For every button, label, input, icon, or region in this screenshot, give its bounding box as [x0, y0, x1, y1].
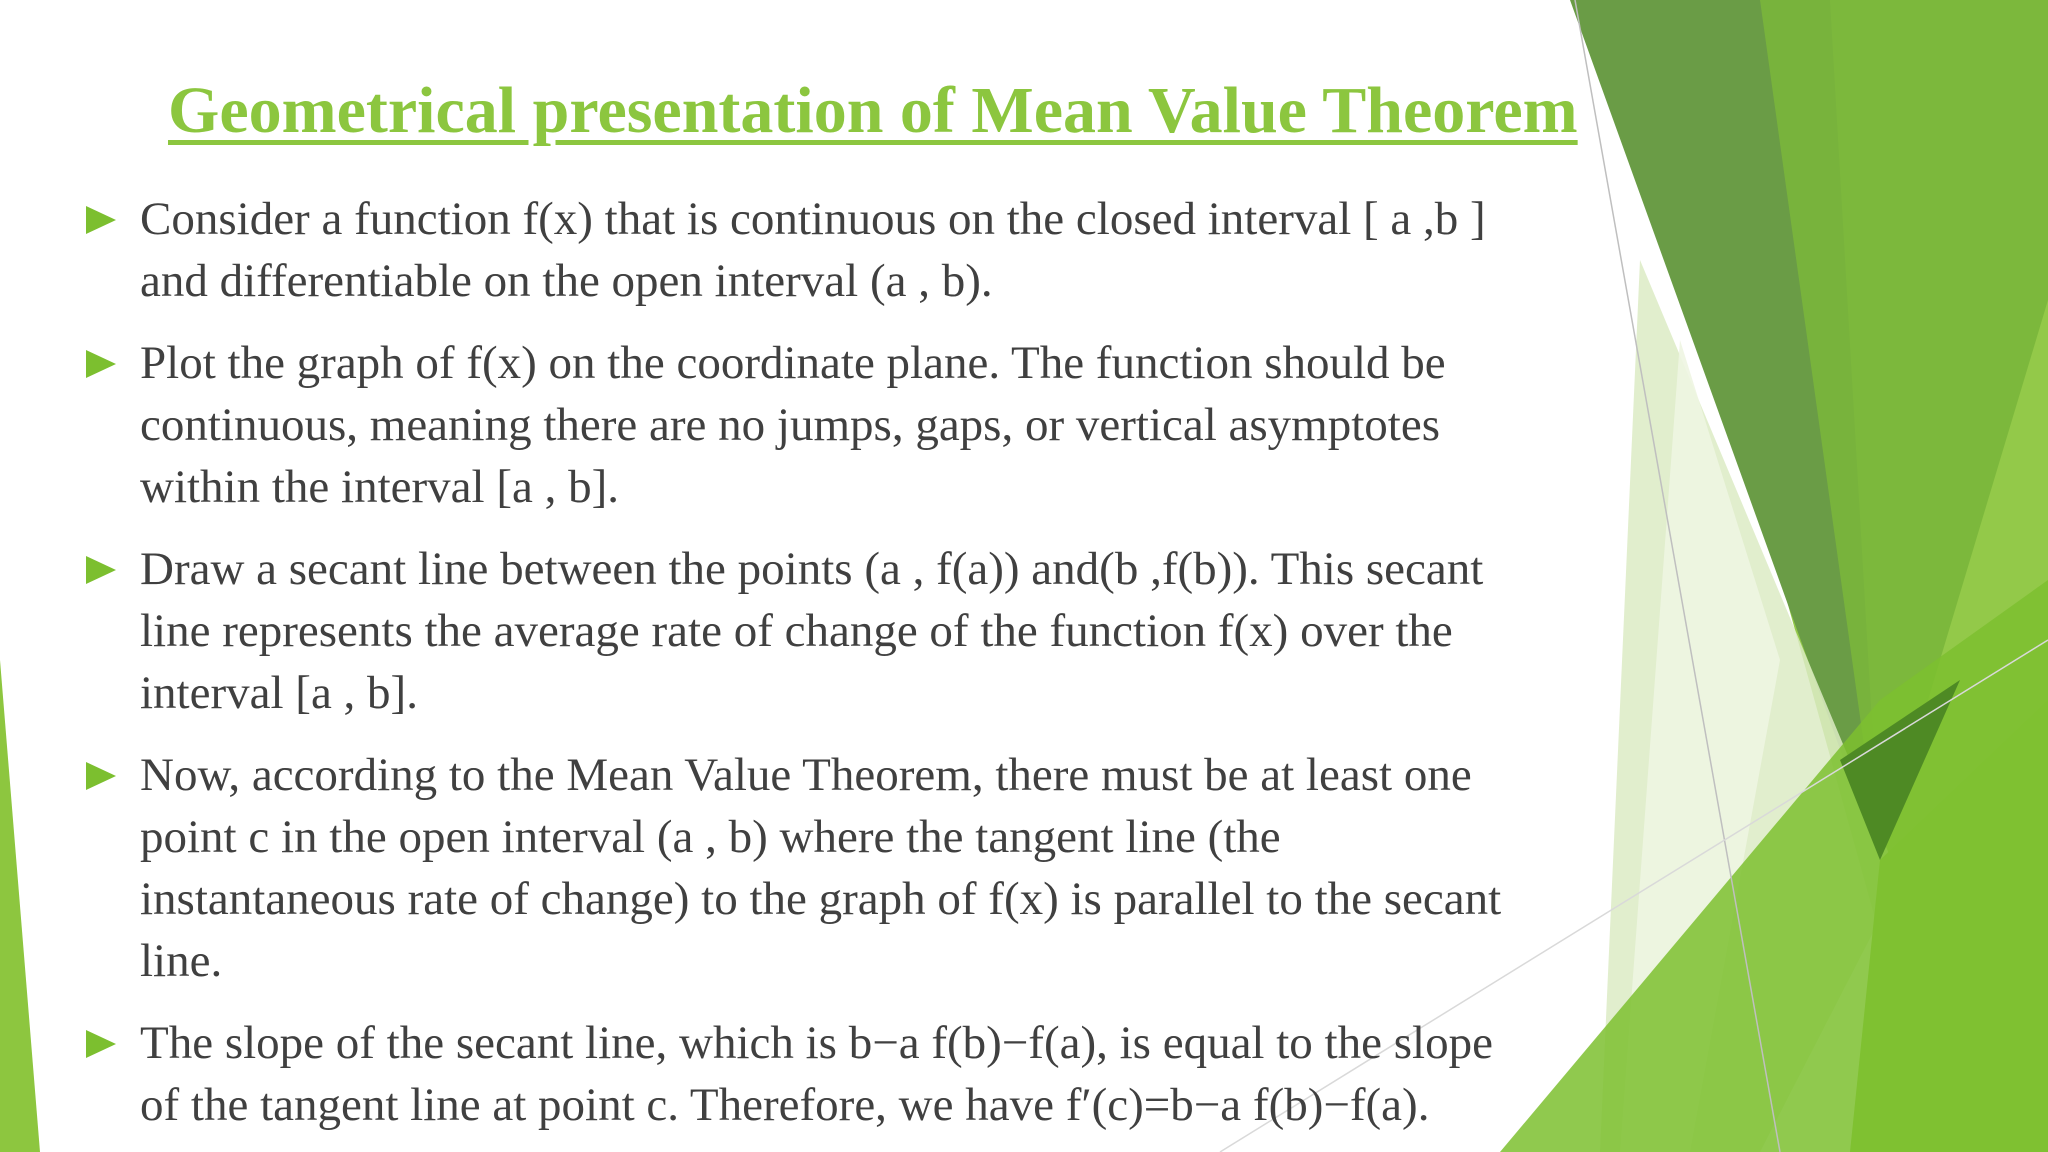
bullet-line: and differentiable on the open interval (a , b). [140, 255, 993, 307]
bullet-line: instantaneous rate of change) to the graph of f(x) is parallel to the secant [140, 873, 1502, 925]
bullet-item [80, 332, 1640, 518]
bullet-line: Plot the graph of f(x) on the coordinate plane. The function should be [140, 337, 1446, 389]
bullet-item [80, 744, 1640, 992]
bullet-list [80, 188, 1640, 1152]
bullet-line: Draw a secant line between the points (a , f(a)) and(b ,f(b)). This secant [140, 543, 1484, 595]
bullet-line: Now, according to the Mean Value Theorem, there must be at least one [140, 749, 1472, 801]
bullet-line: point c in the open interval (a , b) where the tangent line (the [140, 811, 1281, 863]
bullet-line: continuous, meaning there are no jumps, gaps, or vertical asymptotes [140, 399, 1441, 451]
triangle-bullet-icon [86, 350, 116, 378]
triangle-bullet-icon [86, 1030, 116, 1058]
triangle-bullet-icon [86, 556, 116, 584]
bullet-line: line. [140, 935, 223, 987]
bullet-line: line represents the average rate of change of the function f(x) over the [140, 605, 1453, 657]
bullet-line: interval [a , b]. [140, 667, 418, 719]
bullet-line: The slope of the secant line, which is b−a f(b)−f(a), is equal to the slope [140, 1017, 1493, 1069]
bullet-line: within the interval [a , b]. [140, 461, 619, 513]
bullet-line: Consider a function f(x) that is continuous on the closed interval [ a ,b ] [140, 193, 1486, 245]
bullet-line: of the tangent line at point c. Therefore, we have f′(c)=b−a f(b)−f(a). [140, 1079, 1430, 1131]
bullet-item [80, 1012, 1640, 1136]
triangle-bullet-icon [86, 762, 116, 790]
triangle-bullet-icon [86, 206, 116, 234]
bullet-item [80, 538, 1640, 724]
facet-left-lime [0, 660, 40, 1152]
bullet-item [80, 188, 1640, 312]
slide-title: Geometrical presentation of Mean Value Theorem [168, 74, 1578, 147]
